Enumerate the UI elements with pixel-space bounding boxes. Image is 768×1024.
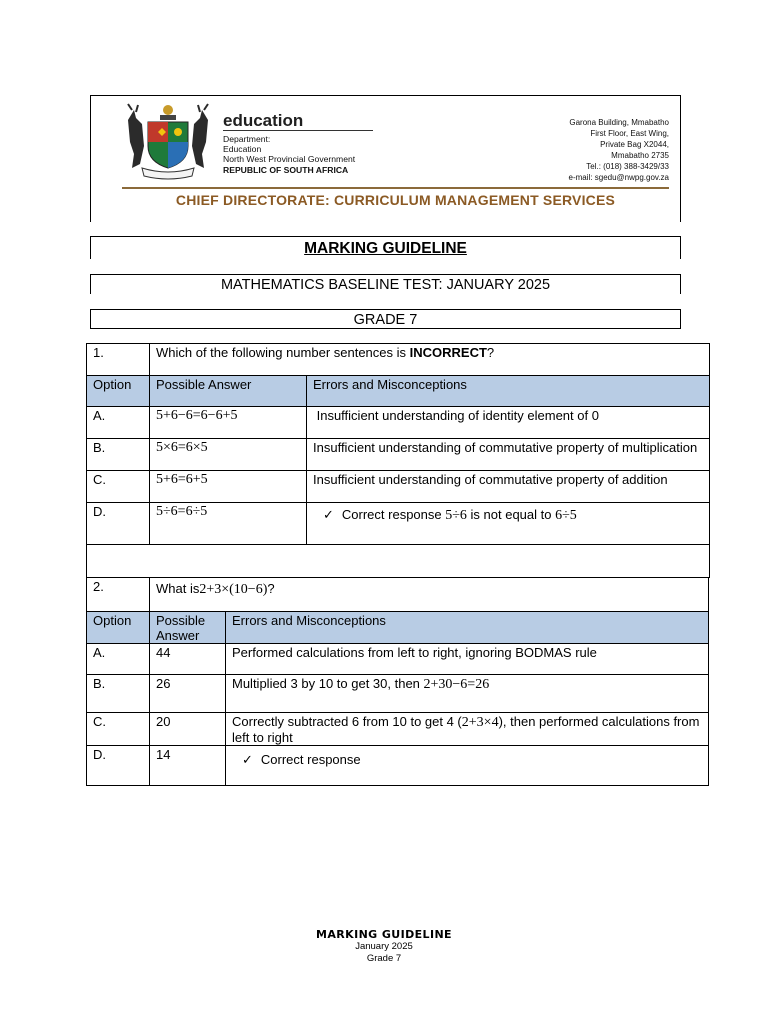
question-2-table [86, 577, 709, 786]
header-option: Option [87, 376, 150, 407]
option-label: A. [87, 644, 150, 675]
coat-of-arms-logo [122, 102, 214, 180]
error-text: Multiplied 3 by 10 to get 30, then 2+30−6=26 [226, 675, 709, 713]
address-line: e-mail: sgedu@nwpg.gov.za [568, 173, 669, 182]
table-row [87, 471, 710, 503]
address-line: First Floor, East Wing, [590, 129, 669, 138]
dept-line: Education [223, 144, 262, 155]
footer-title: MARKING GUIDELINE [316, 928, 452, 941]
error-text: ✓ Correct response [226, 746, 709, 786]
option-label: A. [87, 407, 150, 439]
checkmark-icon: ✓ [323, 507, 334, 522]
option-label: C. [87, 471, 150, 503]
address-line: Private Bag X2044, [600, 140, 669, 149]
question-text: What is2+3×(10−6)? [150, 578, 709, 612]
question-1-table [86, 343, 710, 578]
option-label: C. [87, 713, 150, 746]
error-text: Performed calculations from left to right, ignoring BODMAS rule [226, 644, 709, 675]
address-line: Mmabatho 2735 [611, 151, 669, 160]
header-possible-answer: Possible Answer [150, 376, 307, 407]
brand-wordmark: education [223, 111, 304, 130]
table-row [87, 675, 709, 713]
table-row [87, 503, 710, 545]
address-line: Tel.: (018) 388-3429/33 [586, 162, 669, 171]
question-row [87, 578, 709, 612]
option-label: B. [87, 675, 150, 713]
address-block [569, 117, 669, 183]
possible-answer: 5+6−6=6−6+5 [150, 407, 307, 439]
marking-guideline-title: MARKING GUIDELINE [90, 236, 681, 259]
header-errors: Errors and Misconceptions [307, 376, 710, 407]
option-label: D. [87, 503, 150, 545]
option-label: D. [87, 746, 150, 786]
checkmark-icon: ✓ [242, 752, 253, 767]
question-row [87, 344, 710, 376]
error-text: Insufficient understanding of commutative property of multiplication [307, 439, 710, 471]
country-name: REPUBLIC OF SOUTH AFRICA [223, 164, 349, 175]
page-footer [0, 928, 768, 965]
possible-answer: 5÷6=6÷5 [150, 503, 307, 545]
letterhead-rule [122, 187, 669, 189]
possible-answer: 5+6=6+5 [150, 471, 307, 503]
header-option: Option [87, 612, 150, 644]
option-label: B. [87, 439, 150, 471]
spacer-row [87, 545, 710, 578]
error-text: Correctly subtracted 6 from 10 to get 4 (2+3×4), then performed calculations from left to right [226, 713, 709, 746]
question-number: 1. [87, 344, 150, 376]
department-block [223, 134, 355, 175]
table-row [87, 746, 709, 786]
header-errors: Errors and Misconceptions [226, 612, 709, 644]
error-text: Insufficient understanding of identity element of 0 [307, 407, 710, 439]
footer-date: January 2025 [355, 941, 413, 952]
test-title: MATHEMATICS BASELINE TEST: JANUARY 2025 [90, 274, 681, 294]
possible-answer: 20 [150, 713, 226, 746]
possible-answer: 5×6=6×5 [150, 439, 307, 471]
question-number: 2. [87, 578, 150, 612]
possible-answer: 44 [150, 644, 226, 675]
brand-underline [223, 130, 373, 131]
possible-answer: 26 [150, 675, 226, 713]
header-possible-answer: Possible Answer [150, 612, 226, 644]
grade-title: GRADE 7 [90, 309, 681, 329]
table-row [87, 407, 710, 439]
table-row [87, 713, 709, 746]
possible-answer: 14 [150, 746, 226, 786]
directorate-title: CHIEF DIRECTORATE: CURRICULUM MANAGEMENT SERVICES [175, 192, 616, 208]
dept-line: Department: [223, 134, 271, 144]
dept-line: North West Provincial Government [223, 154, 356, 165]
address-line: Garona Building, Mmabatho [569, 118, 669, 127]
error-text: Insufficient understanding of commutative property of addition [307, 471, 710, 503]
error-text: ✓ Correct response 5÷6 is not equal to 6÷5 [307, 503, 710, 545]
footer-grade: Grade 7 [366, 953, 402, 964]
question-text: Which of the following number sentences is INCORRECT? [150, 344, 710, 376]
table-row [87, 439, 710, 471]
table-row [87, 644, 709, 675]
table-header-row [87, 376, 710, 407]
table-header-row [87, 612, 709, 644]
